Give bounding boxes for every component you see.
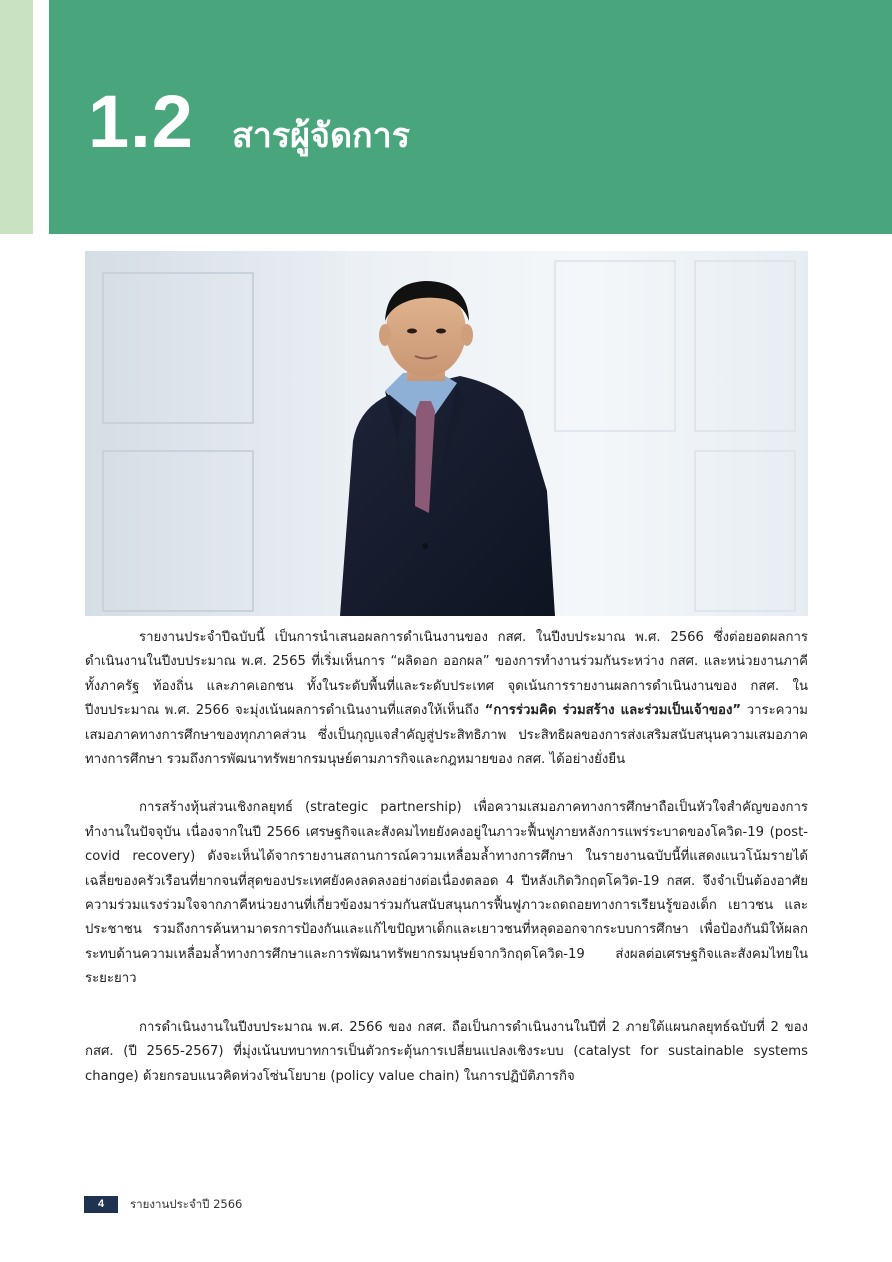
paragraph-1 xyxy=(85,626,808,772)
footer-report-label: รายงานประจำปี 2566 xyxy=(130,1197,243,1211)
wall-panel xyxy=(555,261,675,431)
section-number: 1.2 xyxy=(88,80,194,163)
page-number: 4 xyxy=(84,1196,118,1213)
side-accent-strip xyxy=(0,0,33,234)
section-title: สารผู้จัดการ xyxy=(232,116,410,156)
wall-panel xyxy=(695,451,795,611)
manager-portrait-photo xyxy=(85,251,808,616)
paragraph-1-text-b: วาระความเสมอภาคทางการศึกษาของทุกภาคส่วน ซึ่งเป็นกุญแจสำคัญสู่ประสิทธิภาพ ประสิทธิผลของการส่งเสริมสนับสนุนความเสมอภาคทางการศึกษา รวมถึงการพัฒนาทรัพยากรมนุษย์ตามภารกิจและกฎหมายของ กสศ. ได้อย่างยั่งยืน xyxy=(85,703,808,768)
paragraph-2: การสร้างหุ้นส่วนเชิงกลยุทธ์ (strategic partnership) เพื่อความเสมอภาคทางการศึกษาถือเป็นหัวใจสำคัญของการทำงานในปัจจุบัน เนื่องจากในปี 2566 เศรษฐกิจและสังคมไทยยังคงอยู่ในภาวะฟื้นฟูภายหลังการแพร่ระบาดของโควิด-19 (post-covid recovery) ดังจะเห็นได้จากรายงานสถานการณ์ความเหลื่อมล้ำทางการศึกษา ในรายงานฉบับนี้ที่แสดงแนวโน้มรายได้เฉลี่ยของครัวเรือนที่ยากจนที่สุดของประเทศยังคงลดลงอย่างต่อเนื่องตลอด 4 ปีหลังเกิดวิกฤตโควิด-19 กสศ. จึงจำเป็นต้องอาศัยความร่วมแรงร่วมใจจากภาคีหน่วยงานที่เกี่ยวข้องมาร่วมกันสนับสนุนการฟื้นฟูภาวะถดถอยทางการเรียนรู้ของเด็ก เยาวชน และประชาชน รวมถึงการค้นหามาตรการป้องกันและแก้ไขปัญหาเด็กและเยาวชนที่หลุดออกจากระบบการศึกษา เพื่อป้องกันมิให้ผลกระทบด้านความเหลื่อมล้ำทางการศึกษาและการพัฒนาทรัพยากรมนุษย์จากวิกฤตโควิด-19 ส่งผลต่อเศรษฐกิจและสังคมไทยในระยะยาว xyxy=(85,800,808,987)
body-text xyxy=(85,626,808,1113)
wall-panel xyxy=(695,261,795,431)
paragraph-1-emphasis: “การร่วมคิด ร่วมสร้าง และร่วมเป็นเจ้าของ” xyxy=(484,703,742,719)
paragraph-3: การดำเนินงานในปีงบประมาณ พ.ศ. 2566 ของ กสศ. ถือเป็นการดำเนินงานในปีที่ 2 ภายใต้แผนกลยุทธ์ฉบับที่ 2 ของ กสศ. (ปี 2565-2567) ที่มุ่งเน้นบทบาทการเป็นตัวกระตุ้นการเปลี่ยนแปลงเชิงระบบ (catalyst for sustainable systems change) ด้วยกรอบแนวคิดห่วงโซ่นโยบาย (policy value chain) ในการปฏิบัติภารกิจ xyxy=(85,1019,808,1084)
paragraph-1-text-a: รายงานประจำปีฉบับนี้ เป็นการนำเสนอผลการดำเนินงานของ กสศ. ในปีงบประมาณ พ.ศ. 2566 ซึ่งต่อยอดผลการดำเนินงานในปีงบประมาณ พ.ศ. 2565 ที่เริ่มเห็นการ “ผลิดอก ออกผล” ของการทำงานร่วมกันระหว่าง กสศ. และหน่วยงานภาคีทั้งภาครัฐ ท้องถิ่น และภาคเอกชน ทั้งในระดับพื้นที่และระดับประเทศ จุดเน้นการรายงานผลการดำเนินงานของ กสศ. ในปีงบประมาณ พ.ศ. 2566 จะมุ่งเน้นผลการดำเนินงานที่แสดงให้เห็นถึง xyxy=(85,630,808,719)
